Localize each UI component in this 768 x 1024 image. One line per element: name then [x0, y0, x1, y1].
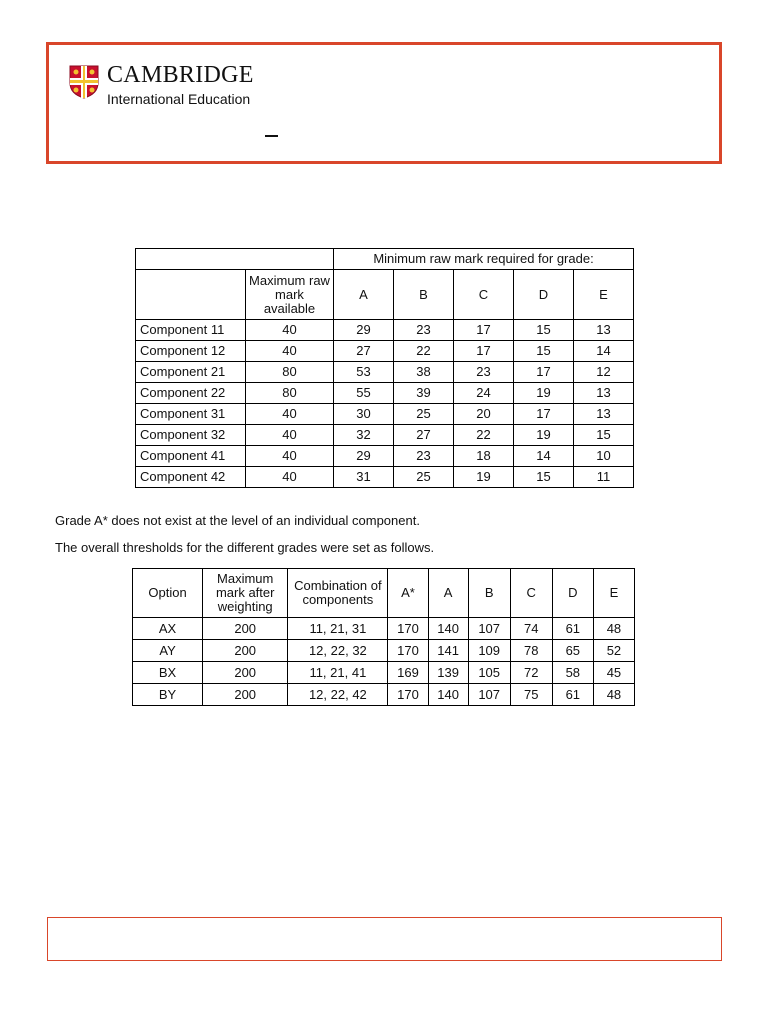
grade-c-mark: 17	[454, 320, 514, 341]
grade-d-mark: 61	[552, 618, 593, 640]
header-frame	[46, 42, 722, 164]
max-mark: 200	[203, 640, 288, 662]
grade-c-mark: 78	[510, 640, 552, 662]
grade-d-mark: 61	[552, 684, 593, 706]
component-name: Component 41	[136, 446, 246, 467]
max-mark: 40	[246, 425, 334, 446]
max-mark: 40	[246, 467, 334, 488]
table-row	[136, 341, 634, 362]
combination-header: Combination of components	[288, 569, 388, 618]
component-name: Component 22	[136, 383, 246, 404]
grade-header: D	[552, 569, 593, 618]
crest-icon	[69, 65, 99, 99]
grade-e-mark: 13	[574, 320, 634, 341]
blank-header-cell	[136, 270, 246, 320]
table-row	[136, 404, 634, 425]
grade-a-mark: 29	[334, 320, 394, 341]
grade-header: A*	[388, 569, 428, 618]
component-name: Component 32	[136, 425, 246, 446]
grade-c-mark: 72	[510, 662, 552, 684]
grade-header: B	[394, 270, 454, 320]
grade-a-mark: 141	[428, 640, 468, 662]
grade-b-mark: 107	[468, 618, 510, 640]
brand-wordmark: CAMBRIDGE	[107, 62, 254, 88]
max-mark-header: Maximum raw mark available	[246, 270, 334, 320]
grade-b-mark: 109	[468, 640, 510, 662]
brand-subtitle: International Education	[107, 91, 251, 107]
combination: 12, 22, 42	[288, 684, 388, 706]
max-mark: 200	[203, 662, 288, 684]
grade-e-mark: 48	[593, 618, 634, 640]
max-mark: 80	[246, 383, 334, 404]
grade-a-mark: 55	[334, 383, 394, 404]
option-header: Option	[133, 569, 203, 618]
grade-e-mark: 52	[593, 640, 634, 662]
grade-a-mark: 53	[334, 362, 394, 383]
grade-e-mark: 45	[593, 662, 634, 684]
grade-b-mark: 23	[394, 446, 454, 467]
component-threshold-table	[135, 248, 634, 488]
grade-header: A	[334, 270, 394, 320]
grade-a-mark: 29	[334, 446, 394, 467]
grade-b-mark: 27	[394, 425, 454, 446]
component-name: Component 42	[136, 467, 246, 488]
cambridge-logo	[69, 62, 299, 113]
grade-c-mark: 20	[454, 404, 514, 425]
grade-e-mark: 11	[574, 467, 634, 488]
grade-a-mark: 139	[428, 662, 468, 684]
grade-a-mark: 30	[334, 404, 394, 425]
grade-e-mark: 15	[574, 425, 634, 446]
grade-d-mark: 19	[514, 425, 574, 446]
table-row	[133, 618, 635, 640]
grade-d-mark: 19	[514, 383, 574, 404]
option-code: AY	[133, 640, 203, 662]
table-row	[136, 446, 634, 467]
grade-b-mark: 39	[394, 383, 454, 404]
grade-c-mark: 75	[510, 684, 552, 706]
component-name: Component 31	[136, 404, 246, 425]
grade-header: E	[593, 569, 634, 618]
grade-a-mark: 31	[334, 467, 394, 488]
grade-astar-mark: 170	[388, 618, 428, 640]
astar-note: Grade A* does not exist at the level of an individual component.	[55, 513, 420, 528]
grade-group-header: Minimum raw mark required for grade:	[334, 249, 634, 270]
grade-e-mark: 14	[574, 341, 634, 362]
grade-b-mark: 38	[394, 362, 454, 383]
grade-a-mark: 140	[428, 618, 468, 640]
grade-astar-mark: 170	[388, 640, 428, 662]
max-mark: 40	[246, 341, 334, 362]
grade-e-mark: 13	[574, 383, 634, 404]
table-row	[133, 684, 635, 706]
grade-b-mark: 105	[468, 662, 510, 684]
option-code: BX	[133, 662, 203, 684]
max-mark: 40	[246, 320, 334, 341]
grade-d-mark: 14	[514, 446, 574, 467]
overall-thresholds-note: The overall thresholds for the different grades were set as follows.	[55, 540, 435, 555]
grade-b-mark: 22	[394, 341, 454, 362]
blank-header-cell	[136, 249, 334, 270]
max-mark: 40	[246, 404, 334, 425]
grade-d-mark: 15	[514, 467, 574, 488]
option-threshold-table	[132, 568, 635, 706]
grade-b-mark: 107	[468, 684, 510, 706]
grade-c-mark: 19	[454, 467, 514, 488]
combination: 12, 22, 32	[288, 640, 388, 662]
grade-a-mark: 32	[334, 425, 394, 446]
grade-d-mark: 65	[552, 640, 593, 662]
grade-c-mark: 18	[454, 446, 514, 467]
grade-c-mark: 74	[510, 618, 552, 640]
grade-header: C	[510, 569, 552, 618]
grade-a-mark: 140	[428, 684, 468, 706]
grade-b-mark: 25	[394, 404, 454, 425]
table-row	[136, 320, 634, 341]
table-row	[136, 467, 634, 488]
grade-header: C	[454, 270, 514, 320]
grade-astar-mark: 169	[388, 662, 428, 684]
grade-e-mark: 13	[574, 404, 634, 425]
header-dash	[265, 135, 278, 137]
combination: 11, 21, 41	[288, 662, 388, 684]
grade-c-mark: 24	[454, 383, 514, 404]
grade-astar-mark: 170	[388, 684, 428, 706]
grade-b-mark: 25	[394, 467, 454, 488]
combination: 11, 21, 31	[288, 618, 388, 640]
grade-d-mark: 17	[514, 404, 574, 425]
grade-b-mark: 23	[394, 320, 454, 341]
max-mark: 200	[203, 618, 288, 640]
grade-c-mark: 17	[454, 341, 514, 362]
table-row	[136, 383, 634, 404]
grade-header: B	[468, 569, 510, 618]
grade-c-mark: 22	[454, 425, 514, 446]
option-code: AX	[133, 618, 203, 640]
grade-d-mark: 17	[514, 362, 574, 383]
max-mark: 200	[203, 684, 288, 706]
table-row	[136, 425, 634, 446]
option-code: BY	[133, 684, 203, 706]
grade-e-mark: 10	[574, 446, 634, 467]
grade-e-mark: 12	[574, 362, 634, 383]
grade-d-mark: 15	[514, 320, 574, 341]
grade-a-mark: 27	[334, 341, 394, 362]
table-row	[136, 362, 634, 383]
grade-d-mark: 58	[552, 662, 593, 684]
component-name: Component 12	[136, 341, 246, 362]
grade-header: D	[514, 270, 574, 320]
grade-header: A	[428, 569, 468, 618]
max-mark: 40	[246, 446, 334, 467]
grade-c-mark: 23	[454, 362, 514, 383]
grade-d-mark: 15	[514, 341, 574, 362]
footer-frame	[47, 917, 722, 961]
grade-header: E	[574, 270, 634, 320]
table-row	[133, 662, 635, 684]
component-name: Component 21	[136, 362, 246, 383]
max-mark: 80	[246, 362, 334, 383]
grade-e-mark: 48	[593, 684, 634, 706]
max-mark-header: Maximum mark after weighting	[203, 569, 288, 618]
table-row	[133, 640, 635, 662]
component-name: Component 11	[136, 320, 246, 341]
